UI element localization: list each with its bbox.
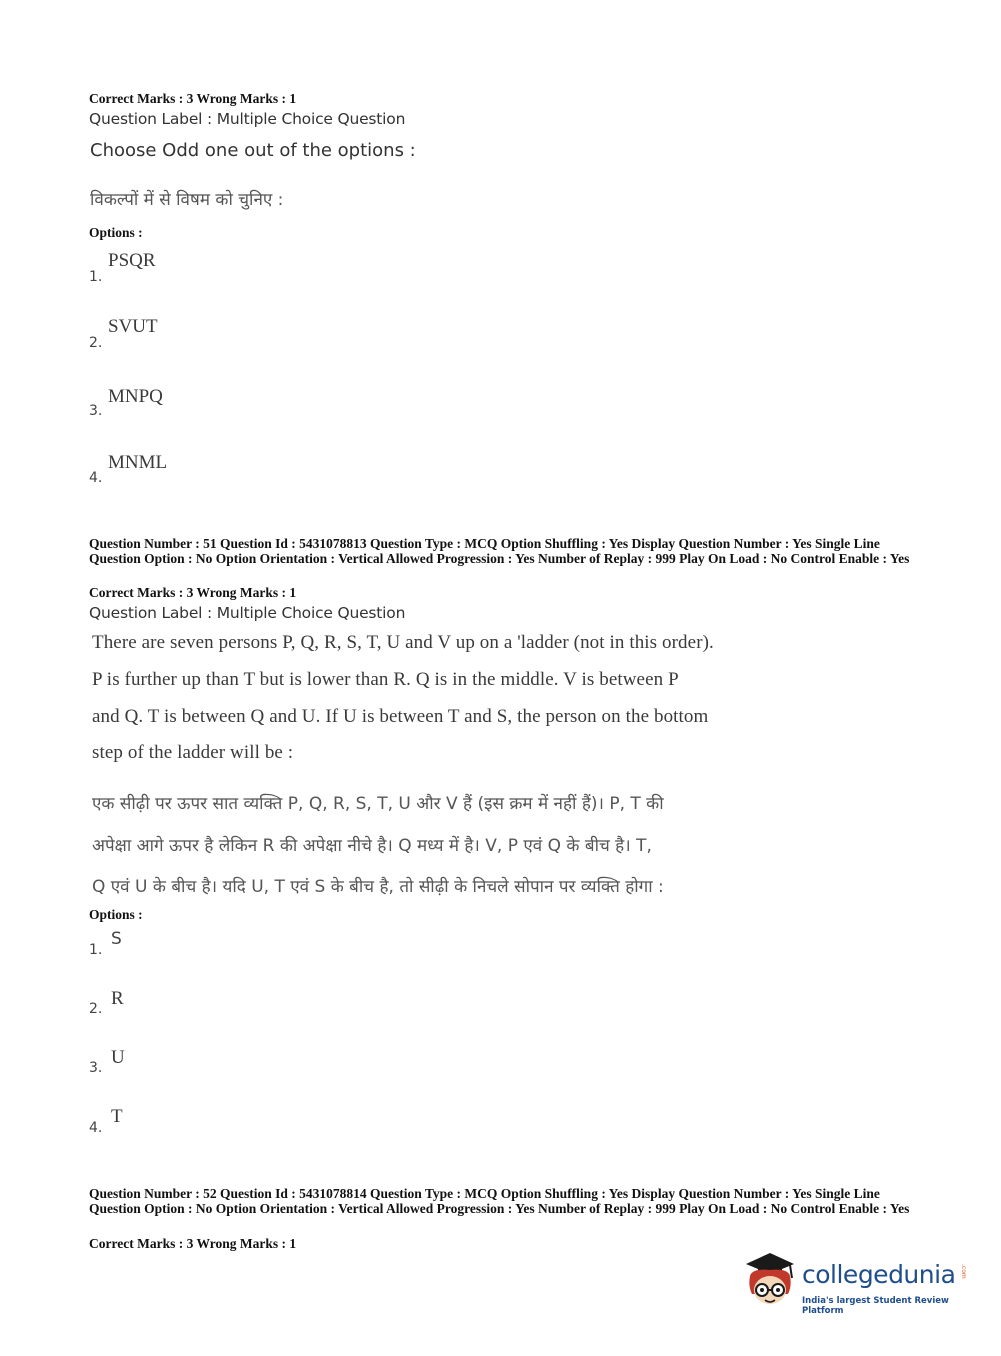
question-line-hi: एक सीढ़ी पर ऊपर सात व्यक्ति P, Q, R, S, T, U और V हैं (इस क्रम में नहीं हैं)। P, T की <box>92 794 664 814</box>
option-number: 4. <box>89 470 103 486</box>
option-number: 1. <box>89 269 103 285</box>
q50-question-en: Choose Odd one out of the options : <box>90 140 416 161</box>
q50-options-heading: Options : <box>89 225 143 240</box>
option-number: 3. <box>89 1060 103 1076</box>
option-value: R <box>111 988 124 1009</box>
logo-suffix: .com <box>960 1264 967 1279</box>
q51-label: Question Label : Multiple Choice Question <box>89 604 406 622</box>
question-line: P is further up than T but is lower than R. Q is in the middle. V is between P <box>92 669 679 690</box>
option-value: MNML <box>108 452 168 473</box>
option-value: MNPQ <box>108 386 163 407</box>
question-line: and Q. T is between Q and U. If U is between T and S, the person on the bottom <box>92 706 709 727</box>
option-value: SVUT <box>108 316 158 337</box>
question-line-hi: Q एवं U के बीच है। यदि U, T एवं S के बीच है, तो सीढ़ी के निचले सोपान पर व्यक्ति होगा : <box>92 877 664 897</box>
question-line: step of the ladder will be : <box>92 742 294 763</box>
option-value: T <box>111 1106 123 1127</box>
q51-options-heading: Options : <box>89 907 143 922</box>
option-value: S <box>111 929 122 949</box>
logo-brand: collegedunia <box>802 1260 956 1289</box>
option-value: U <box>111 1047 125 1068</box>
logo-tagline: India's largest Student Review Platform <box>802 1296 949 1316</box>
q52-marks: Correct Marks : 3 Wrong Marks : 1 <box>89 1236 297 1251</box>
mascot-icon <box>740 1250 800 1312</box>
question-line: There are seven persons P, Q, R, S, T, U and V up on a 'ladder (not in this order). <box>92 632 714 653</box>
collegedunia-logo[interactable] <box>740 1250 970 1314</box>
option-number: 1. <box>89 942 103 958</box>
option-number: 2. <box>89 335 103 351</box>
question-line-hi: अपेक्षा आगे ऊपर है लेकिन R की अपेक्षा नीचे है। Q मध्य में है। V, P एवं Q के बीच है। T, <box>92 836 652 856</box>
q50-label: Question Label : Multiple Choice Question <box>89 110 406 128</box>
q52-meta: Question Number : 52 Question Id : 5431078814 Question Type : MCQ Option Shuffling : Yes Display Question Number : Yes Single Line Question Option : No Option Orientation : Vertical Allowed Progression : Yes Number of Replay : 999 Play On Load : No Control Enable : Yes <box>89 1186 910 1216</box>
q51-marks: Correct Marks : 3 Wrong Marks : 1 <box>89 585 297 600</box>
q50-question-hi: विकल्पों में से विषम को चुनिए : <box>90 190 284 210</box>
option-number: 4. <box>89 1120 103 1136</box>
option-number: 3. <box>89 403 103 419</box>
option-number: 2. <box>89 1001 103 1017</box>
q50-marks: Correct Marks : 3 Wrong Marks : 1 <box>89 91 297 106</box>
option-value: PSQR <box>108 250 156 271</box>
q51-meta: Question Number : 51 Question Id : 5431078813 Question Type : MCQ Option Shuffling : Yes Display Question Number : Yes Single Line Question Option : No Option Orientation : Vertical Allowed Progression : Yes Number of Replay : 999 Play On Load : No Control Enable : Yes <box>89 536 910 566</box>
